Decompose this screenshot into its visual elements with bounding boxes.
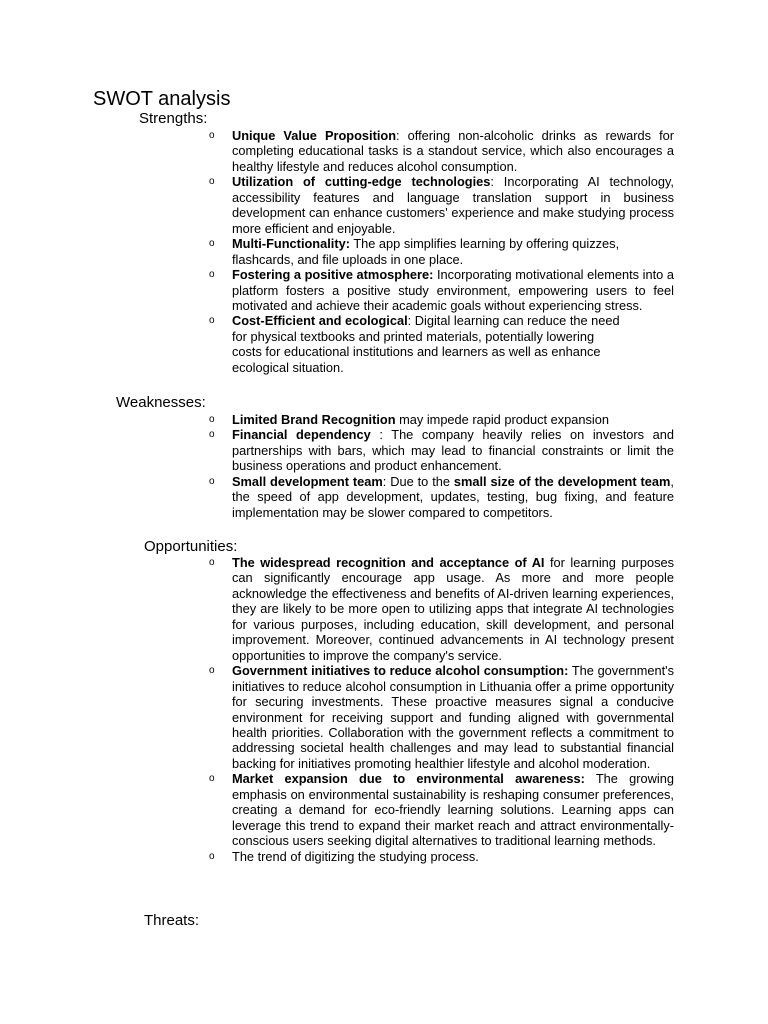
bullet-icon: o: [209, 773, 215, 785]
item-bold-label: Market expansion due to environmental awareness:: [232, 771, 585, 787]
document-title: SWOT analysis: [93, 88, 231, 110]
opportunities-list: [207, 555, 674, 864]
list-item: [207, 174, 674, 236]
list-item: [207, 267, 674, 313]
item-text: : The company heavily relies on investors and partnerships with bars, which may lead to financial constraints or limit the business operations and product enhancement.: [232, 427, 674, 474]
bullet-icon: o: [209, 557, 215, 568]
bullet-icon: o: [209, 238, 215, 250]
list-item: [207, 474, 674, 520]
list-item: [207, 771, 674, 848]
item-bold-label: Financial dependency: [232, 427, 371, 443]
item-bold-label: Small development team: [232, 473, 383, 489]
list-item: [207, 849, 674, 864]
item-bold-label: Cost-Efficient and ecological: [232, 313, 408, 329]
item-text: : Incorporating AI technology, accessibility features and language translation support in business development can enhance customers' experience and make studying process more efficient and enjoyable.: [232, 174, 674, 236]
item-bold-label: Fostering a positive atmosphere:: [232, 267, 434, 283]
item-text: : Digital learning can reduce the need for physical textbooks and printed materials, potentially lowering costs for educational institutions and learners as well as enhance ecological situation.: [232, 313, 620, 375]
item-text: : Due to the: [382, 473, 454, 489]
bullet-icon: o: [209, 176, 215, 188]
bullet-icon: o: [209, 429, 215, 441]
list-item: [207, 236, 674, 267]
list-item: [207, 313, 674, 375]
item-bold-label: Limited Brand Recognition: [232, 412, 396, 427]
list-item: [207, 555, 674, 663]
bullet-icon: o: [209, 130, 215, 141]
list-item: [207, 412, 674, 427]
item-bold-label: Unique Value Proposition: [232, 128, 397, 143]
item-bold-label: Government initiatives to reduce alcohol consumption:: [232, 663, 569, 679]
list-item: [207, 128, 674, 174]
bullet-icon: o: [209, 269, 215, 281]
bullet-icon: o: [209, 475, 215, 487]
weaknesses-heading: Weaknesses:: [116, 394, 206, 411]
bullet-icon: o: [209, 414, 215, 425]
threats-heading: Threats:: [144, 912, 200, 929]
list-item: [207, 427, 674, 473]
list-item: [207, 663, 674, 771]
item-bold-label: Utilization of cutting-edge technologies: [232, 174, 491, 190]
item-text: The trend of digitizing the studying process.: [232, 848, 479, 864]
item-bold-label-2: small size of the development team: [453, 473, 671, 489]
item-text: : offering non-alcoholic drinks as rewards for completing educational tasks is a standout service, which also encourages a healthy lifestyle and reduces alcohol consumption.: [232, 128, 674, 174]
item-text-2: , the speed of app development, updates, testing, bug fixing, and feature implementation may be slower compared to competitors.: [232, 473, 674, 520]
bullet-icon: o: [209, 850, 215, 862]
item-text: for learning purposes can significantly encourage app usage. As more and more people acknowledge the effectiveness and benefits of AI-driven learning experiences, they are likely to be more open to utilizing apps that integrate AI technologies for various purposes, including education, skill development, and personal improvement. Moreover, continued advancements in AI technology present opportunities to improve the company's service.: [232, 555, 675, 663]
item-bold-label: Multi-Functionality:: [232, 236, 350, 252]
strengths-heading: Strengths:: [139, 110, 208, 127]
item-text: The app simplifies learning by offering quizzes, flashcards, and file uploads in one place.: [232, 236, 620, 267]
item-text: Incorporating motivational elements into a platform fosters a positive study environment, empowering users to feel motivated and achieve their academic goals without experiencing stress.: [232, 267, 674, 313]
item-text: may impede rapid product expansion: [395, 412, 609, 427]
item-text: The government's initiatives to reduce alcohol consumption in Lithuania offer a prime opportunity for securing investments. These proactive measures signal a conducive environment for receiving support and funding aligned with governmental health priorities. Collaboration with the government reflects a commitment to addressing societal health challenges and may lead to substantial financial backing for initiatives promoting healthier lifestyle and alcohol moderation.: [232, 663, 674, 771]
bullet-icon: o: [209, 665, 215, 677]
strengths-list: [207, 128, 674, 375]
opportunities-heading: Opportunities:: [144, 538, 238, 555]
item-text: The growing emphasis on environmental sustainability is reshaping consumer preferences, creating a demand for eco-friendly learning solutions. Learning apps can leverage this trend to expand their market reach and attract environmentally-conscious users seeking digital alternatives to traditional learning methods.: [232, 771, 674, 849]
bullet-icon: o: [209, 315, 215, 327]
weaknesses-list: [207, 412, 674, 520]
item-bold-label: The widespread recognition and acceptance of AI: [232, 555, 545, 570]
